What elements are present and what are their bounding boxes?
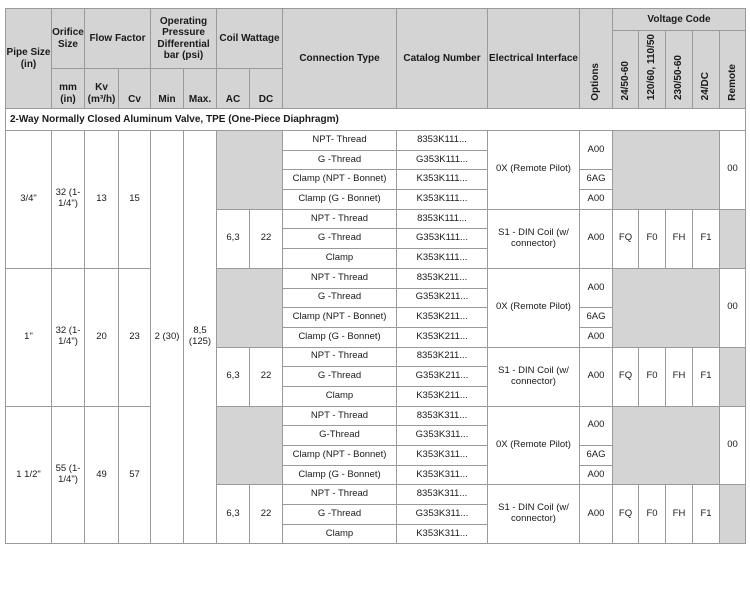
connection-type: NPT- Thread (283, 131, 397, 151)
kv-value: 49 (85, 406, 119, 544)
header-voltage-120-60: 120/60, 110/50 (639, 31, 666, 109)
header-orifice-size: Orifice Size (52, 9, 85, 69)
catalog-number: G353K311... (397, 426, 488, 446)
header-coil-wattage: Coil Wattage (217, 9, 283, 69)
remote-empty (720, 209, 746, 268)
catalog-number: 8353K211... (397, 268, 488, 288)
coil-wattage-dc: 22 (250, 209, 283, 268)
coil-wattage-dc: 22 (250, 347, 283, 406)
header-ac: AC (217, 69, 250, 109)
connection-type: NPT - Thread (283, 485, 397, 505)
coil-wattage-dc: 22 (250, 485, 283, 544)
catalog-number: K353K111... (397, 170, 488, 190)
catalog-number: G353K111... (397, 229, 488, 249)
connection-type: G -Thread (283, 288, 397, 308)
cv-value: 57 (119, 406, 151, 544)
catalog-number: K353K311... (397, 524, 488, 544)
voltage-code: F1 (693, 347, 720, 406)
electrical-interface: 0X (Remote Pilot) (488, 131, 580, 210)
connection-type: Clamp (283, 249, 397, 269)
catalog-number: G353K211... (397, 288, 488, 308)
voltage-code: F0 (639, 209, 666, 268)
option-code: A00 (580, 327, 613, 347)
coil-wattage-empty (217, 268, 283, 347)
pressure-max: 8,5 (125) (184, 131, 217, 544)
table-row (6, 268, 746, 288)
header-min: Min (151, 69, 184, 109)
electrical-interface: 0X (Remote Pilot) (488, 406, 580, 485)
catalog-number: 8353K211... (397, 347, 488, 367)
kv-value: 20 (85, 268, 119, 406)
valve-spec-table (5, 8, 746, 544)
voltage-code: FH (666, 485, 693, 544)
pressure-min: 2 (30) (151, 131, 184, 544)
electrical-interface: S1 - DIN Coil (w/ connector) (488, 485, 580, 544)
header-connection-type: Connection Type (283, 9, 397, 109)
coil-wattage-empty (217, 131, 283, 210)
voltage-code-empty (613, 131, 720, 210)
cv-value: 15 (119, 131, 151, 269)
catalog-number: K353K111... (397, 190, 488, 210)
electrical-interface: S1 - DIN Coil (w/ connector) (488, 347, 580, 406)
header-options: Options (580, 9, 613, 109)
catalog-number: 8353K311... (397, 485, 488, 505)
catalog-number: 8353K111... (397, 131, 488, 151)
table-row (6, 406, 746, 426)
header-voltage-code: Voltage Code (613, 9, 746, 31)
option-code: A00 (580, 268, 613, 307)
voltage-code-empty (613, 406, 720, 485)
voltage-code-empty (613, 268, 720, 347)
header-cv: Cv (119, 69, 151, 109)
kv-value: 13 (85, 131, 119, 269)
connection-type: Clamp (283, 524, 397, 544)
option-code: A00 (580, 131, 613, 170)
table-row (6, 131, 746, 151)
header-voltage-24-50-60: 24/50-60 (613, 31, 639, 109)
electrical-interface: 0X (Remote Pilot) (488, 268, 580, 347)
connection-type: Clamp (NPT - Bonnet) (283, 170, 397, 190)
catalog-number: K353K211... (397, 327, 488, 347)
catalog-number: K353K211... (397, 308, 488, 328)
pipe-size: 3/4" (6, 131, 52, 269)
coil-wattage-empty (217, 406, 283, 485)
header-dc: DC (250, 69, 283, 109)
remote-code: 00 (720, 268, 746, 347)
connection-type: G -Thread (283, 150, 397, 170)
cv-value: 23 (119, 268, 151, 406)
voltage-code: FH (666, 209, 693, 268)
connection-type: Clamp (G - Bonnet) (283, 465, 397, 485)
connection-type: G -Thread (283, 229, 397, 249)
voltage-code: F1 (693, 209, 720, 268)
catalog-number: G353K111... (397, 150, 488, 170)
catalog-number: 8353K111... (397, 209, 488, 229)
remote-empty (720, 347, 746, 406)
voltage-code: FQ (613, 209, 639, 268)
connection-type: NPT - Thread (283, 268, 397, 288)
coil-wattage-ac: 6,3 (217, 485, 250, 544)
header-electrical-interface: Electrical Interface (488, 9, 580, 109)
orifice-size: 32 (1-1/4") (52, 268, 85, 406)
option-code: 6AG (580, 170, 613, 190)
connection-type: NPT - Thread (283, 347, 397, 367)
option-code: A00 (580, 406, 613, 445)
pipe-size: 1 1/2" (6, 406, 52, 544)
orifice-size: 55 (1-1/4") (52, 406, 85, 544)
header-voltage-24-dc: 24/DC (693, 31, 720, 109)
connection-type: NPT - Thread (283, 406, 397, 426)
catalog-number: K353K211... (397, 386, 488, 406)
connection-type: Clamp (283, 386, 397, 406)
option-code: 6AG (580, 446, 613, 466)
pipe-size: 1" (6, 268, 52, 406)
connection-type: Clamp (G - Bonnet) (283, 327, 397, 347)
coil-wattage-ac: 6,3 (217, 347, 250, 406)
header-catalog-number: Catalog Number (397, 9, 488, 109)
voltage-code: F0 (639, 347, 666, 406)
header-remote: Remote (720, 31, 746, 109)
voltage-code: FH (666, 347, 693, 406)
option-code: 6AG (580, 308, 613, 328)
connection-type: Clamp (NPT - Bonnet) (283, 308, 397, 328)
catalog-number: 8353K311... (397, 406, 488, 426)
catalog-number: G353K311... (397, 505, 488, 525)
option-code: A00 (580, 465, 613, 485)
connection-type: G -Thread (283, 367, 397, 387)
header-flow-factor: Flow Factor (85, 9, 151, 69)
voltage-code: FQ (613, 347, 639, 406)
catalog-number: G353K211... (397, 367, 488, 387)
voltage-code: FQ (613, 485, 639, 544)
coil-wattage-ac: 6,3 (217, 209, 250, 268)
section-title: 2-Way Normally Closed Aluminum Valve, TPE (One-Piece Diaphragm) (6, 109, 746, 131)
header-kv: Kv (m³/h) (85, 69, 119, 109)
connection-type: NPT - Thread (283, 209, 397, 229)
remote-code: 00 (720, 406, 746, 485)
header-mm-in: mm (in) (52, 69, 85, 109)
catalog-number: K353K311... (397, 446, 488, 466)
connection-type: Clamp (G - Bonnet) (283, 190, 397, 210)
connection-type: Clamp (NPT - Bonnet) (283, 446, 397, 466)
header-operating-pressure: Operating Pressure Differential bar (psi) (151, 9, 217, 69)
orifice-size: 32 (1-1/4") (52, 131, 85, 269)
catalog-number: K353K311... (397, 465, 488, 485)
electrical-interface: S1 - DIN Coil (w/ connector) (488, 209, 580, 268)
voltage-code: F1 (693, 485, 720, 544)
option-code: A00 (580, 209, 613, 268)
header-max: Max. (184, 69, 217, 109)
remote-empty (720, 485, 746, 544)
option-code: A00 (580, 190, 613, 210)
connection-type: G -Thread (283, 505, 397, 525)
connection-type: G-Thread (283, 426, 397, 446)
voltage-code: F0 (639, 485, 666, 544)
header-voltage-230-50-60: 230/50-60 (666, 31, 693, 109)
catalog-number: K353K111... (397, 249, 488, 269)
option-code: A00 (580, 485, 613, 544)
option-code: A00 (580, 347, 613, 406)
header-pipe-size: Pipe Size (in) (6, 9, 52, 109)
remote-code: 00 (720, 131, 746, 210)
